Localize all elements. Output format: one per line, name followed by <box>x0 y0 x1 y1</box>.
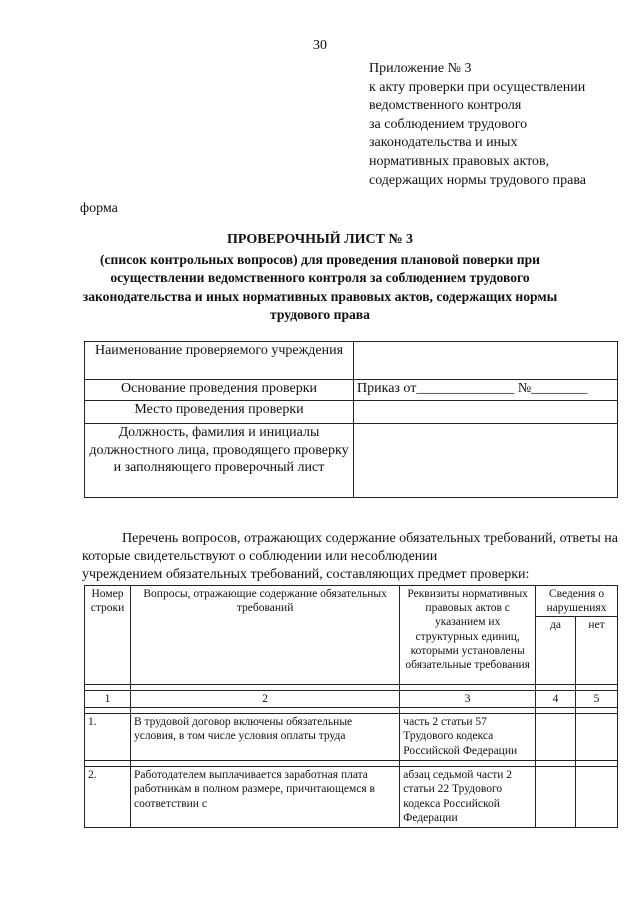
document-subtitle: (список контрольных вопросов) для проведения плановой поверки при осуществлении ведомственного контроля за соблюдением трудового законодательства и иных нормативных правовых актов, содержащих нормы трудового права <box>82 252 558 323</box>
info-value-institution[interactable] <box>354 342 618 380</box>
checklist-table <box>84 585 618 828</box>
questions-intro <box>82 530 618 583</box>
row-question: Работодателем выплачивается заработная плата работникам в полном размере, причитающемся в соответствии с <box>130 767 399 828</box>
appendix-line: Приложение № 3 <box>369 61 472 76</box>
appendix-note <box>369 60 629 190</box>
page-number: 30 <box>313 38 327 53</box>
info-label-place: Место проведения проверки <box>85 401 354 424</box>
row-yes-cell[interactable] <box>536 767 576 828</box>
table-row <box>85 767 618 828</box>
row-no-cell[interactable] <box>576 767 618 828</box>
column-number: 3 <box>400 691 536 708</box>
appendix-line: нормативных правовых актов, <box>369 153 550 169</box>
header-no: нет <box>576 617 618 685</box>
inspection-info-table <box>84 341 618 498</box>
appendix-line: к акту проверки при осуществлении <box>369 79 586 95</box>
appendix-line: содержащих нормы трудового права <box>369 172 586 188</box>
appendix-line: законодательства и иных <box>369 135 518 151</box>
intro-text: Перечень вопросов, отражающих содержание обязательных требований, ответы на которые свидетельствуют о соблюдении или несоблюдении <box>82 531 619 564</box>
row-no-cell[interactable] <box>576 714 618 761</box>
header-requisites: Реквизиты нормативных правовых актов с указанием их структурных единиц, которыми установлены обязательные требования <box>400 586 536 685</box>
appendix-line: за соблюдением трудового <box>369 116 528 132</box>
row-question: В трудовой договор включены обязательные условия, в том числе условия оплаты труда <box>130 714 399 761</box>
document-title: ПРОВЕРОЧНЫЙ ЛИСТ № 3 <box>226 232 414 247</box>
info-label-inspector: Должность, фамилия и инициалы должностного лица, проводящего проверку и заполняющего проверочный лист <box>85 424 354 498</box>
row-number: 2. <box>85 767 131 828</box>
header-row-number: Номер строки <box>85 586 131 685</box>
info-label-basis: Основание проведения проверки <box>85 380 354 401</box>
column-number: 2 <box>130 691 399 708</box>
column-number: 1 <box>85 691 131 708</box>
appendix-line: ведомственного контроля <box>369 98 522 114</box>
info-value-basis[interactable]: Приказ от______________ №________ <box>354 380 618 401</box>
header-yes: да <box>536 617 576 685</box>
row-requisites: часть 2 статьи 57 Трудового кодекса Российской Федерации <box>400 714 536 761</box>
intro-text-last: учреждением обязательных требований, составляющих предмет проверки: <box>82 566 530 582</box>
header-question: Вопросы, отражающие содержание обязательных требований <box>130 586 399 685</box>
row-number: 1. <box>85 714 131 761</box>
form-label: форма <box>80 201 118 216</box>
info-value-inspector[interactable] <box>354 424 618 498</box>
row-requisites: абзац седьмой части 2 статьи 22 Трудового кодекса Российской Федерации <box>400 767 536 828</box>
column-number: 4 <box>536 691 576 708</box>
column-number: 5 <box>576 691 618 708</box>
row-yes-cell[interactable] <box>536 714 576 761</box>
info-label-institution: Наименование проверяемого учреждения <box>85 342 354 380</box>
info-value-place[interactable] <box>354 401 618 424</box>
table-row <box>85 714 618 761</box>
header-violations: Сведения о нарушениях <box>536 586 618 617</box>
